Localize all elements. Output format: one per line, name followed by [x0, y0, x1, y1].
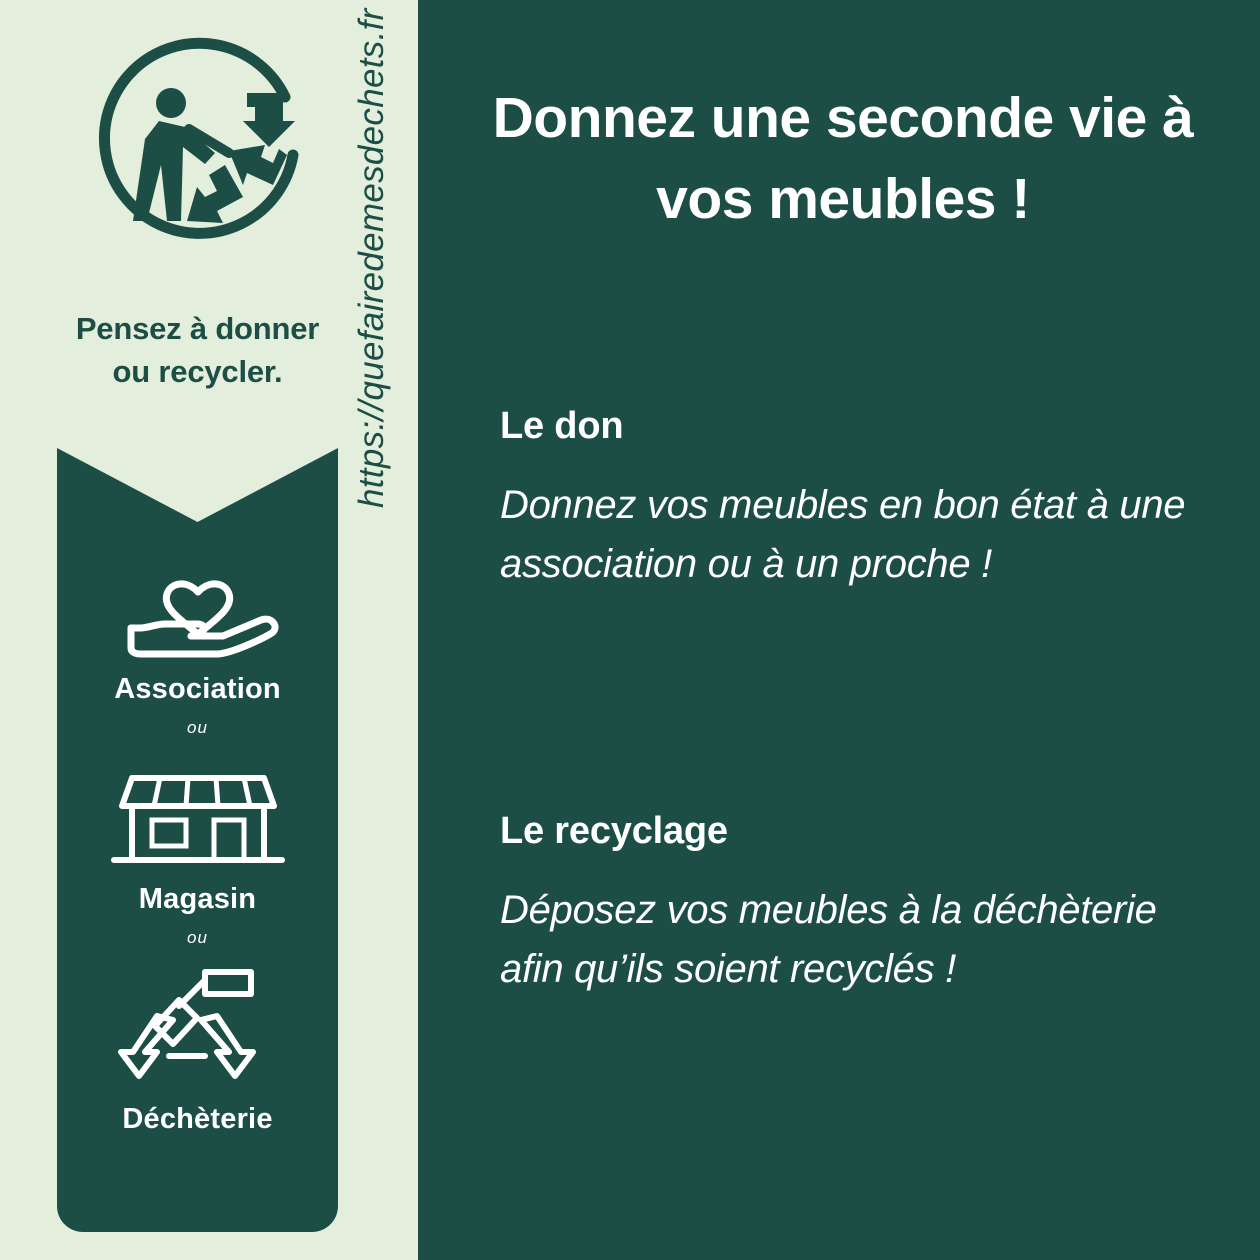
- section-heading-le-don: Le don: [500, 405, 624, 447]
- step-association: [57, 540, 338, 706]
- step-label-association: Association: [114, 673, 281, 705]
- section-le-don: [500, 405, 1200, 594]
- section-body-le-don: Donnez vos meubles en bon état à une association ou à un proche !: [500, 483, 1186, 587]
- advice-banner-text: Pensez à donner ou recycler.: [75, 311, 320, 389]
- step-separator-1: ou: [187, 718, 208, 737]
- steps-list: [57, 540, 338, 1136]
- website-url[interactable]: https://quefairedemesdechets.fr: [352, 8, 391, 508]
- recycling-center-icon: [57, 960, 338, 1095]
- shop-icon: [57, 750, 338, 875]
- section-body-le-recyclage: Déposez vos meubles à la déchèterie afin qu’ils soient recyclés !: [500, 888, 1157, 992]
- hand-heart-icon: [57, 540, 338, 665]
- step-label-magasin: Magasin: [138, 883, 257, 915]
- section-heading-le-recyclage: Le recyclage: [500, 810, 728, 852]
- page-title: Donnez une seconde vie à vos meubles !: [492, 86, 1194, 231]
- step-separator-2: ou: [187, 928, 208, 947]
- recycling-person-icon: [97, 35, 312, 250]
- step-label-dechterie: Déchèterie: [122, 1103, 273, 1135]
- advice-banner: [57, 272, 338, 522]
- section-le-recyclage: [500, 810, 1200, 999]
- step-dechterie: [57, 960, 338, 1136]
- step-magasin: [57, 750, 338, 916]
